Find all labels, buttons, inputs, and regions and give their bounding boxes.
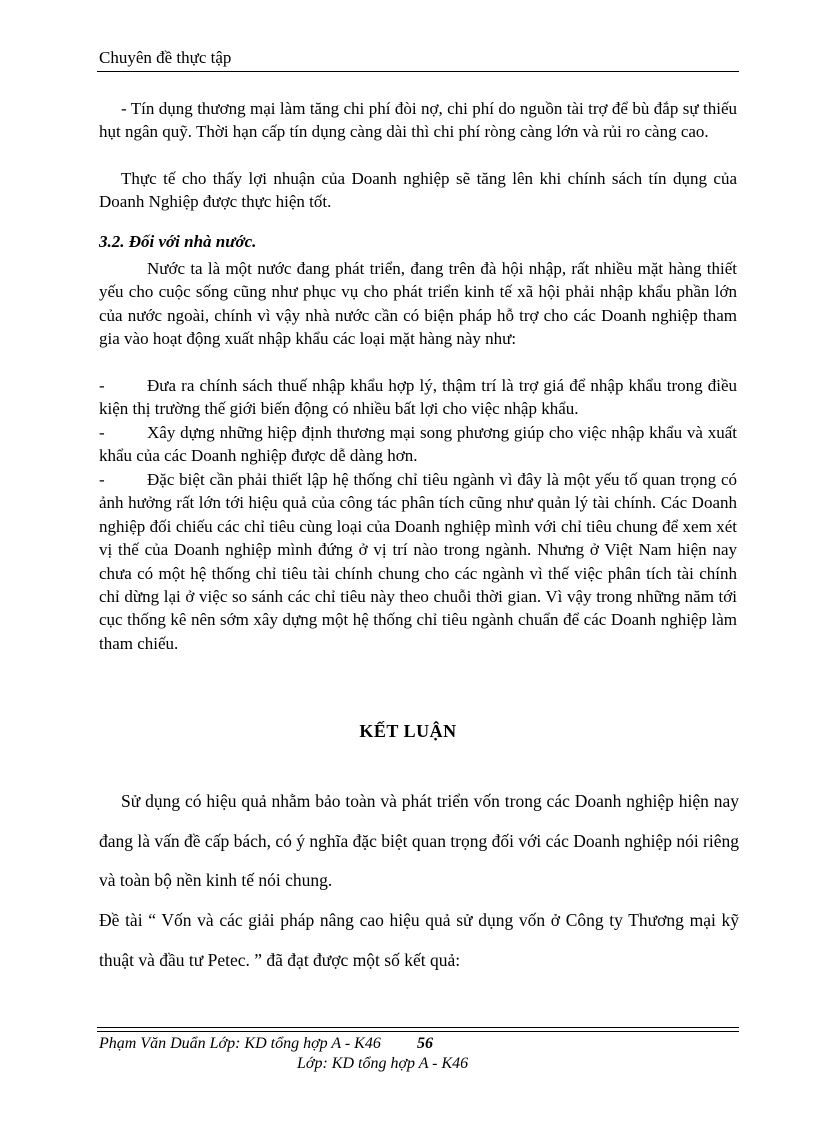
section-heading: 3.2. Đối với nhà nước. <box>99 232 257 251</box>
bullet-dash: - <box>99 470 105 489</box>
page-number: 56 <box>417 1035 433 1052</box>
bullet-trade-agreements <box>99 421 737 468</box>
footer-class: Lớp: KD tổng hợp A - K46 <box>297 1055 469 1072</box>
footer-divider <box>97 1031 739 1032</box>
footer-author: Phạm Văn Duẩn Lớp: KD tổng hợp A - K46 <box>99 1035 381 1052</box>
page-header-title: Chuyên đề thực tập <box>99 48 232 67</box>
bullet-text: Đưa ra chính sách thuế nhập khẩu hợp lý, thậm trí là trợ giá để nhập khẩu trong điều kiện thị trường thế giới biến động có nhiều bất lợi cho việc nhập khẩu. <box>99 376 737 419</box>
footer-divider <box>97 1027 739 1028</box>
conclusion-paragraph-1: Sử dụng có hiệu quả nhằm bảo toàn và phát triển vốn trong các Doanh nghiệp hiện nay đang là vấn đề cấp bách, có ý nghĩa đặc biệt quan trọng đối với các Doanh nghiệp nói riêng và toàn bộ nền kinh tế nói chung. <box>99 791 740 890</box>
conclusion-title: KẾT LUẬN <box>359 721 457 741</box>
header-divider <box>97 71 739 72</box>
conclusion-paragraph-2: Đề tài “ Vốn và các giải pháp nâng cao hiệu quả sử dụng vốn ở Công ty Thương mại kỹ thuật và đầu tư Petec. ” đã đạt được một số kết quả: <box>99 910 739 970</box>
bullet-dash: - <box>99 376 105 395</box>
bullet-industry-indicators <box>99 468 737 655</box>
paragraph-credit-cost: - Tín dụng thương mại làm tăng chi phí đòi nợ, chi phí do nguồn tài trợ để bù đắp sự thiếu hụt ngân quỹ. Thời hạn cấp tín dụng càng dài thì chi phí ròng càng lớn và rủi ro càng cao. <box>99 99 737 142</box>
bullet-text: Xây dựng những hiệp định thương mại song phương giúp cho việc nhập khẩu và xuất khẩu của các Doanh nghiệp được dễ dàng hơn. <box>99 423 737 466</box>
bullet-import-tax <box>99 374 737 421</box>
paragraph-state-support: Nước ta là một nước đang phát triển, đang trên đà hội nhập, rất nhiều mặt hàng thiết yếu cho cuộc sống cũng như phục vụ cho phát triển kinh tế xã hội phải nhập khẩu phần lớn của nước ngoài, chính vì vậy nhà nước cần có biện pháp hỗ trợ cho các Doanh nghiệp tham gia vào hoạt động xuất nhập khẩu các loại mặt hàng này như: <box>99 259 737 349</box>
bullet-dash: - <box>99 423 105 442</box>
paragraph-profit: Thực tế cho thấy lợi nhuận của Doanh nghiệp sẽ tăng lên khi chính sách tín dụng của Doanh Nghiệp được thực hiện tốt. <box>99 169 737 212</box>
bullet-text: Đặc biệt cần phải thiết lập hệ thống chỉ tiêu ngành vì đây là một yếu tố quan trọng có ảnh hưởng rất lớn tới hiệu quả của công tác phân tích cũng như quản lý tài chính. Các Doanh nghiệp đối chiếu các chỉ tiêu cùng loại của Doanh nghiệp mình với chỉ tiêu chung để xem xét vị thế của Doanh nghiệp mình đứng ở vị trí nào trong ngành. Nhưng ở Việt Nam hiện nay chưa có một hệ thống chỉ tiêu tài chính chung cho các ngành vì thế việc phân tích tài chính chỉ dừng lại ở việc so sánh các chỉ tiêu này theo chuỗi thời gian. Vì vậy trong những năm tới cục thống kê nên sớm xây dựng một hệ thống chỉ tiêu ngành chuẩn để các Doanh nghiệp làm tham chiếu. <box>99 470 737 653</box>
